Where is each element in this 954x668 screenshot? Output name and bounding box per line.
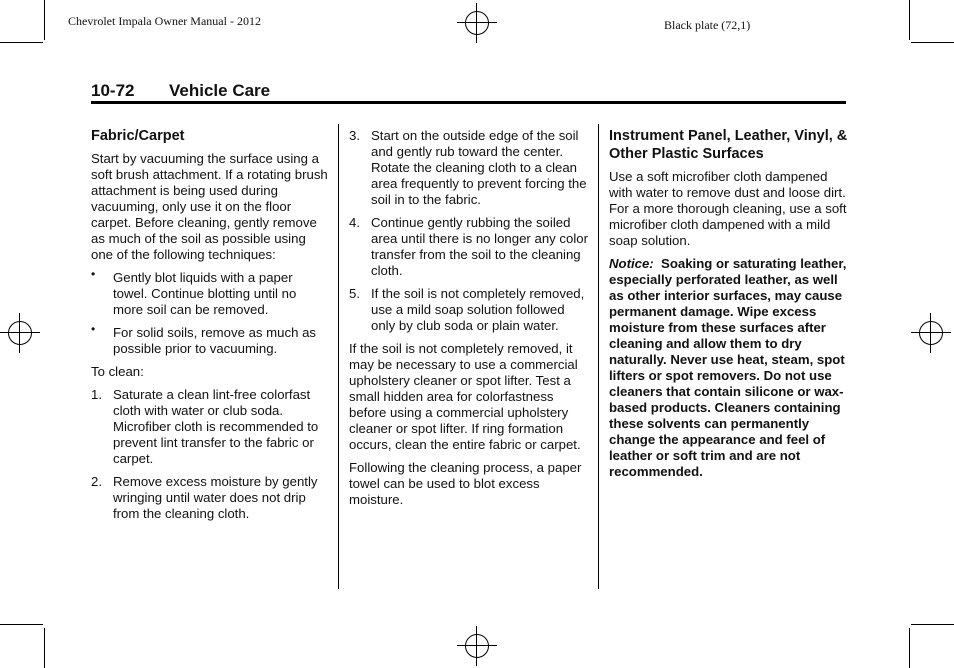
intro-paragraph: Start by vacuuming the surface using a soft brush attachment. If a rotating brush attachment is being used during vacuuming, only use it on the floor carpet. Before cleaning, gently remove as much of the soil as possible using one of the following techniques: [91,151,328,262]
crop-mark [911,42,954,43]
column-divider [338,124,339,589]
registration-mark-left [0,313,40,353]
registration-mark-bottom [457,626,497,666]
section-title: Vehicle Care [169,81,271,100]
section-number: 10-72 [91,81,135,100]
list-item [91,267,329,318]
crop-mark [0,624,43,625]
step-number: 4. [349,215,360,230]
heading-fabric-carpet: Fabric/Carpet [91,128,185,144]
column-left [91,127,329,529]
step-number: 5. [349,286,360,301]
step-number: 3. [349,128,360,143]
column-middle [349,128,589,515]
step-number: 1. [91,387,102,402]
list-item [91,387,329,467]
notice-text: Soaking or saturating leather, especially perforated leather, as well as other interior surfaces, may cause permanent damage. Wipe excess moisture from these surfaces after cleaning and allow them to dry naturally. Never use heat, steam, spot lifters or spot removers. Do not use cleaners that contain silicone or wax-based products. Cleaners containing these solvents can permanently change the appearance and feel of leather or soft trim and are not recommended. [609,256,847,479]
heading-instrument-panel: Instrument Panel, Leather, Vinyl, & Other Plastic Surfaces [609,128,848,162]
crop-mark [909,628,910,668]
step-text: Continue gently rubbing the soiled area until there is no longer any color transfer from the soil to the cleaning cloth. [371,215,588,278]
page-title [91,81,270,101]
blot-paragraph: Following the cleaning process, a paper towel can be used to blot excess moisture. [349,460,582,507]
step-number: 2. [91,474,102,489]
list-item [91,322,329,357]
crop-mark [911,624,954,625]
list-item [349,215,589,279]
list-item [91,474,329,522]
commercial-cleaner-paragraph: If the soil is not completely removed, it may be necessary to use a commercial upholstery cleaner or spot lifter. Test a small hidden area for colorfastness before using a commercial upholstery cleaner or spot lifter. If ring formation occurs, clean the entire fabric or carpet. [349,341,581,452]
header-plate-info: Black plate (72,1) [664,18,751,32]
column-divider [598,124,599,589]
step-text: Saturate a clean lint-free colorfast cloth with water or club soda. Microfiber cloth is recommended to prevent lint transfer to the fabric or carpet. [113,387,319,466]
crop-mark [0,42,43,43]
crop-mark [44,628,45,668]
bullet-icon: • [91,322,96,336]
header-document-title: Chevrolet Impala Owner Manual - 2012 [68,14,261,28]
bullet-text: For solid soils, remove as much as possible prior to vacuuming. [113,325,317,356]
notice-label: Notice: [609,256,654,271]
registration-mark-top [457,3,497,43]
crop-mark [909,0,910,40]
bullet-icon: • [91,267,96,281]
column-right [609,127,849,487]
instrument-panel-paragraph: Use a soft microfiber cloth dampened with water to remove dust and loose dirt. For a more thorough cleaning, use a soft microfiber cloth dampened with a mild soap solution. [609,169,847,248]
list-item [349,286,589,334]
notice-block [609,256,849,480]
crop-mark [44,0,45,40]
list-item [349,128,589,208]
step-text: If the soil is not completely removed, use a mild soap solution followed only by club soda or plain water. [371,286,585,333]
title-rule [91,101,846,104]
to-clean-label: To clean: [91,364,144,379]
bullet-text: Gently blot liquids with a paper towel. Continue blotting until no more soil can be removed. [113,270,297,317]
step-text: Start on the outside edge of the soil and gently rub toward the center. Rotate the cleaning cloth to a clean area frequently to prevent forcing the soil in to the fabric. [371,128,587,207]
step-text: Remove excess moisture by gently wringing until water does not drip from the cleaning cloth. [113,474,318,521]
registration-mark-right [911,313,951,353]
